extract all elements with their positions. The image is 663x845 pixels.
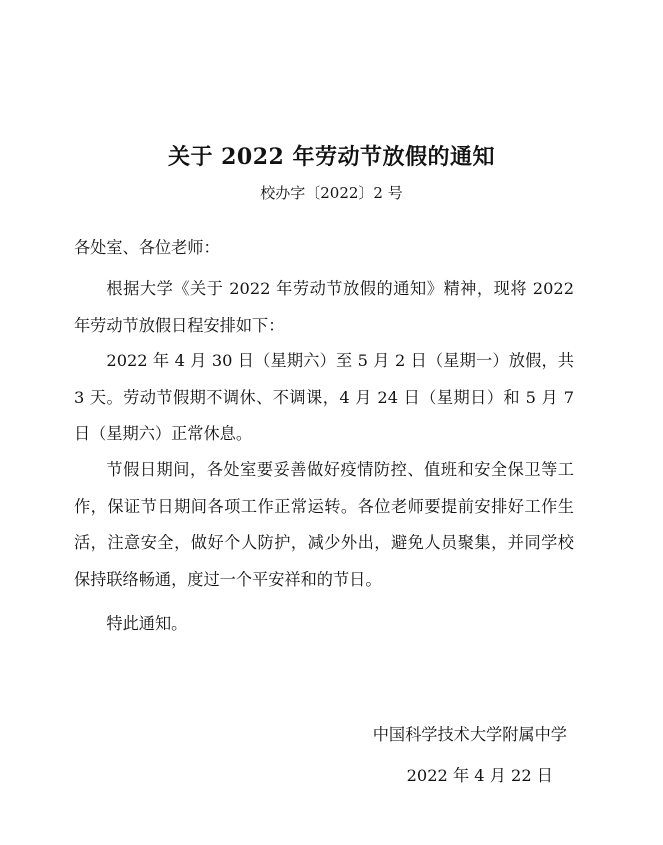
signature-date: 2022 年 4 月 22 日 (406, 766, 553, 785)
document-title: 关于 2022 年劳动节放假的通知 (167, 144, 496, 170)
document-number: 校办字〔2022〕2 号 (260, 184, 403, 202)
paragraph-3: 节假日期间，各处室要妥善做好疫情防控、值班和安全保卫等工作，保证节日期间各项工作正常运转。各位老师要提前安排好工作生活，注意安全，做好个人防护，减少外出，避免人员聚集，并同学校保持联络畅通，度过一个平安祥和的节日。 (74, 460, 574, 589)
salutation: 各处室、各位老师： (74, 238, 220, 257)
signature-organization: 中国科学技术大学附属中学 (372, 725, 567, 744)
closing-line: 特此通知。 (106, 614, 188, 633)
paragraph-2: 2022 年 4 月 30 日（星期六）至 5 月 2 日（星期一）放假，共 3 天。劳动节假期不调休、不调课，4 月 24 日（星期日）和 5 月 7 日（星期六）正常休息。 (74, 351, 574, 443)
paragraph-1: 根据大学《关于 2022 年劳动节放假的通知》精神，现将 2022 年劳动节放假日程安排如下： (74, 279, 574, 335)
